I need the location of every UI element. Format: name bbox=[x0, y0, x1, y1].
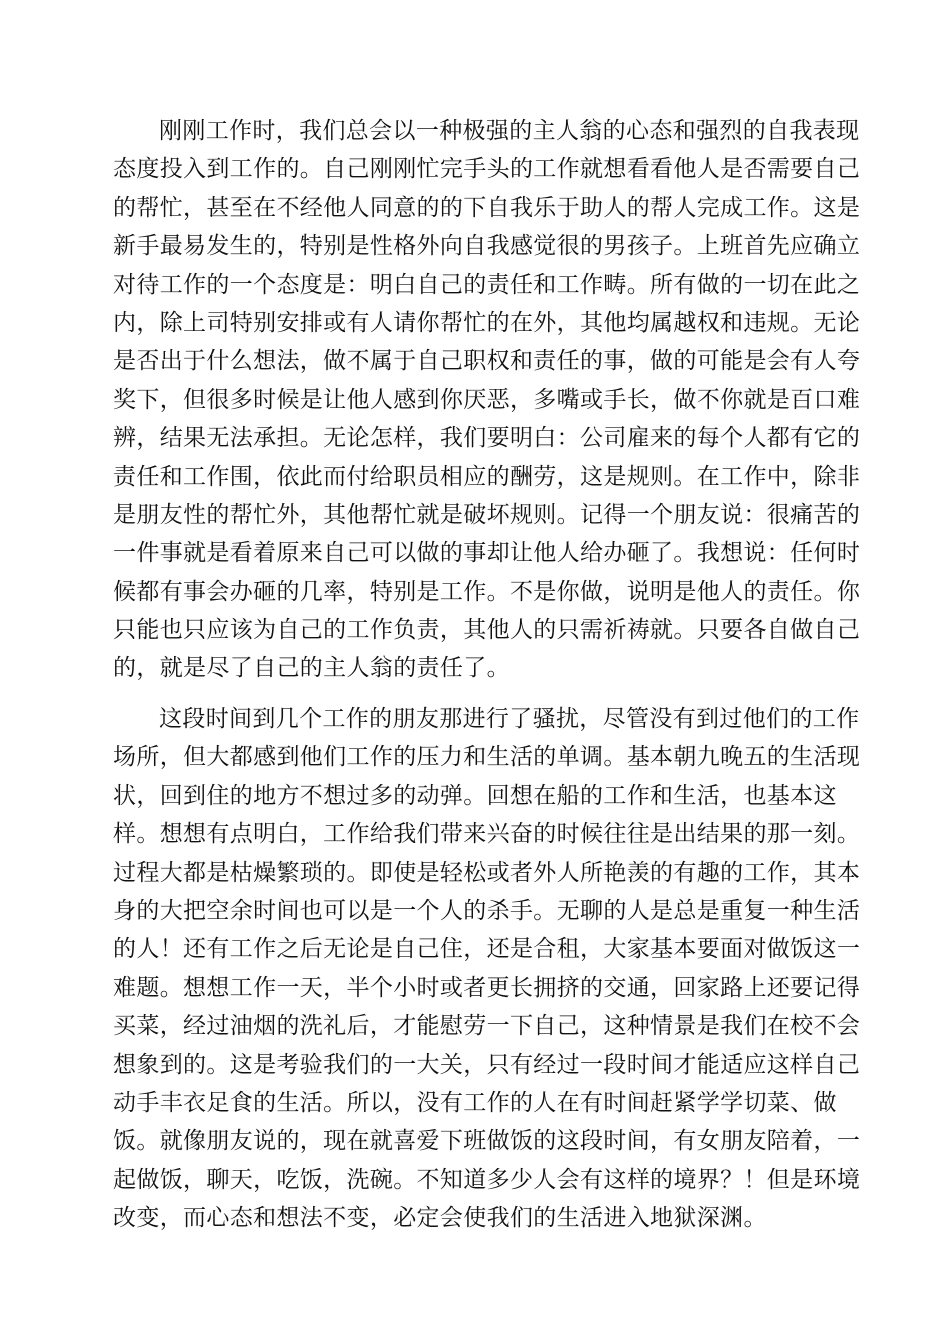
text-line: 责任和工作围，依此而付给职员相应的酬劳，这是规则。在工作中，除非 bbox=[113, 463, 861, 490]
text-line: 的帮忙，甚至在不经他人同意的的下自我乐于助人的帮人完成工作。这是 bbox=[113, 194, 861, 221]
text-line: 态度投入到工作的。自己刚刚忙完手头的工作就想看看他人是否需要自己 bbox=[113, 156, 861, 183]
text-line: 起做饭，聊天，吃饭，洗碗。不知道多少人会有这样的境界？！但是环境 bbox=[113, 1166, 861, 1193]
text-line: 奖下，但很多时候是让他人感到你厌恶，多嘴或手长，做不你就是百口难 bbox=[113, 386, 861, 413]
text-line: 想象到的。这是考验我们的一大关，只有经过一段时间才能适应这样自己 bbox=[113, 1051, 861, 1078]
text-line: 刚刚工作时，我们总会以一种极强的主人翁的心态和强烈的自我表现 bbox=[159, 118, 860, 144]
text-line: 改变，而心态和想法不变，必定会使我们的生活进入地狱深渊。 bbox=[113, 1205, 767, 1232]
text-line: 状，回到住的地方不想过多的动弹。回想在船的工作和生活，也基本这 bbox=[113, 782, 837, 809]
text-line: 的，就是尽了自己的主人翁的责任了。 bbox=[113, 655, 510, 682]
text-line: 辨，结果无法承担。无论怎样，我们要明白：公司雇来的每个人都有它的 bbox=[113, 425, 861, 452]
text-line: 是否出于什么想法，做不属于自己职权和责任的事，做的可能是会有人夸 bbox=[113, 348, 861, 375]
text-line: 内，除上司特别安排或有人请你帮忙的在外，其他均属越权和违规。无论 bbox=[113, 309, 861, 336]
text-line: 动手丰衣足食的生活。所以，没有工作的人在有时间赶紧学学切菜、做 bbox=[113, 1089, 837, 1116]
text-line: 买菜，经过油烟的洗礼后，才能慰劳一下自己，这种情景是我们在校不会 bbox=[113, 1013, 861, 1040]
text-line: 这段时间到几个工作的朋友那进行了骚扰，尽管没有到过他们的工作 bbox=[159, 706, 860, 732]
text-line: 新手最易发生的，特别是性格外向自我感觉很的男孩子。上班首先应确立 bbox=[113, 233, 861, 260]
paragraph-1 bbox=[113, 112, 861, 688]
text-line: 过程大都是枯燥繁琐的。即使是轻松或者外人所艳羡的有趣的工作，其本 bbox=[113, 859, 861, 886]
text-line: 难题。想想工作一天，半个小时或者更长拥挤的交通，回家路上还要记得 bbox=[113, 974, 861, 1001]
text-line: 只能也只应该为自己的工作负责，其他人的只需祈祷就。只要各自做自己 bbox=[113, 617, 861, 644]
text-line: 饭。就像朋友说的，现在就喜爱下班做饭的这段时间，有女朋友陪着，一 bbox=[113, 1128, 861, 1155]
text-line: 的人！还有工作之后无论是自己住，还是合租，大家基本要面对做饭这一 bbox=[113, 936, 861, 963]
text-line: 候都有事会办砸的几率，特别是工作。不是你做，说明是他人的责任。你 bbox=[113, 578, 861, 605]
text-line: 样。想想有点明白，工作给我们带来兴奋的时候往往是出结果的那一刻。 bbox=[113, 821, 861, 848]
text-line: 一件事就是看着原来自己可以做的事却让他人给办砸了。我想说：任何时 bbox=[113, 540, 861, 567]
text-line: 是朋友性的帮忙外，其他帮忙就是破坏规则。记得一个朋友说：很痛苦的 bbox=[113, 501, 861, 528]
text-line: 对待工作的一个态度是：明白自己的责任和工作畴。所有做的一切在此之 bbox=[113, 271, 861, 298]
text-line: 场所，但大都感到他们工作的压力和生活的单调。基本朝九晚五的生活现 bbox=[113, 744, 861, 771]
paragraph-2 bbox=[113, 700, 861, 1237]
text-line: 身的大把空余时间也可以是一个人的杀手。无聊的人是总是重复一种生活 bbox=[113, 897, 861, 924]
